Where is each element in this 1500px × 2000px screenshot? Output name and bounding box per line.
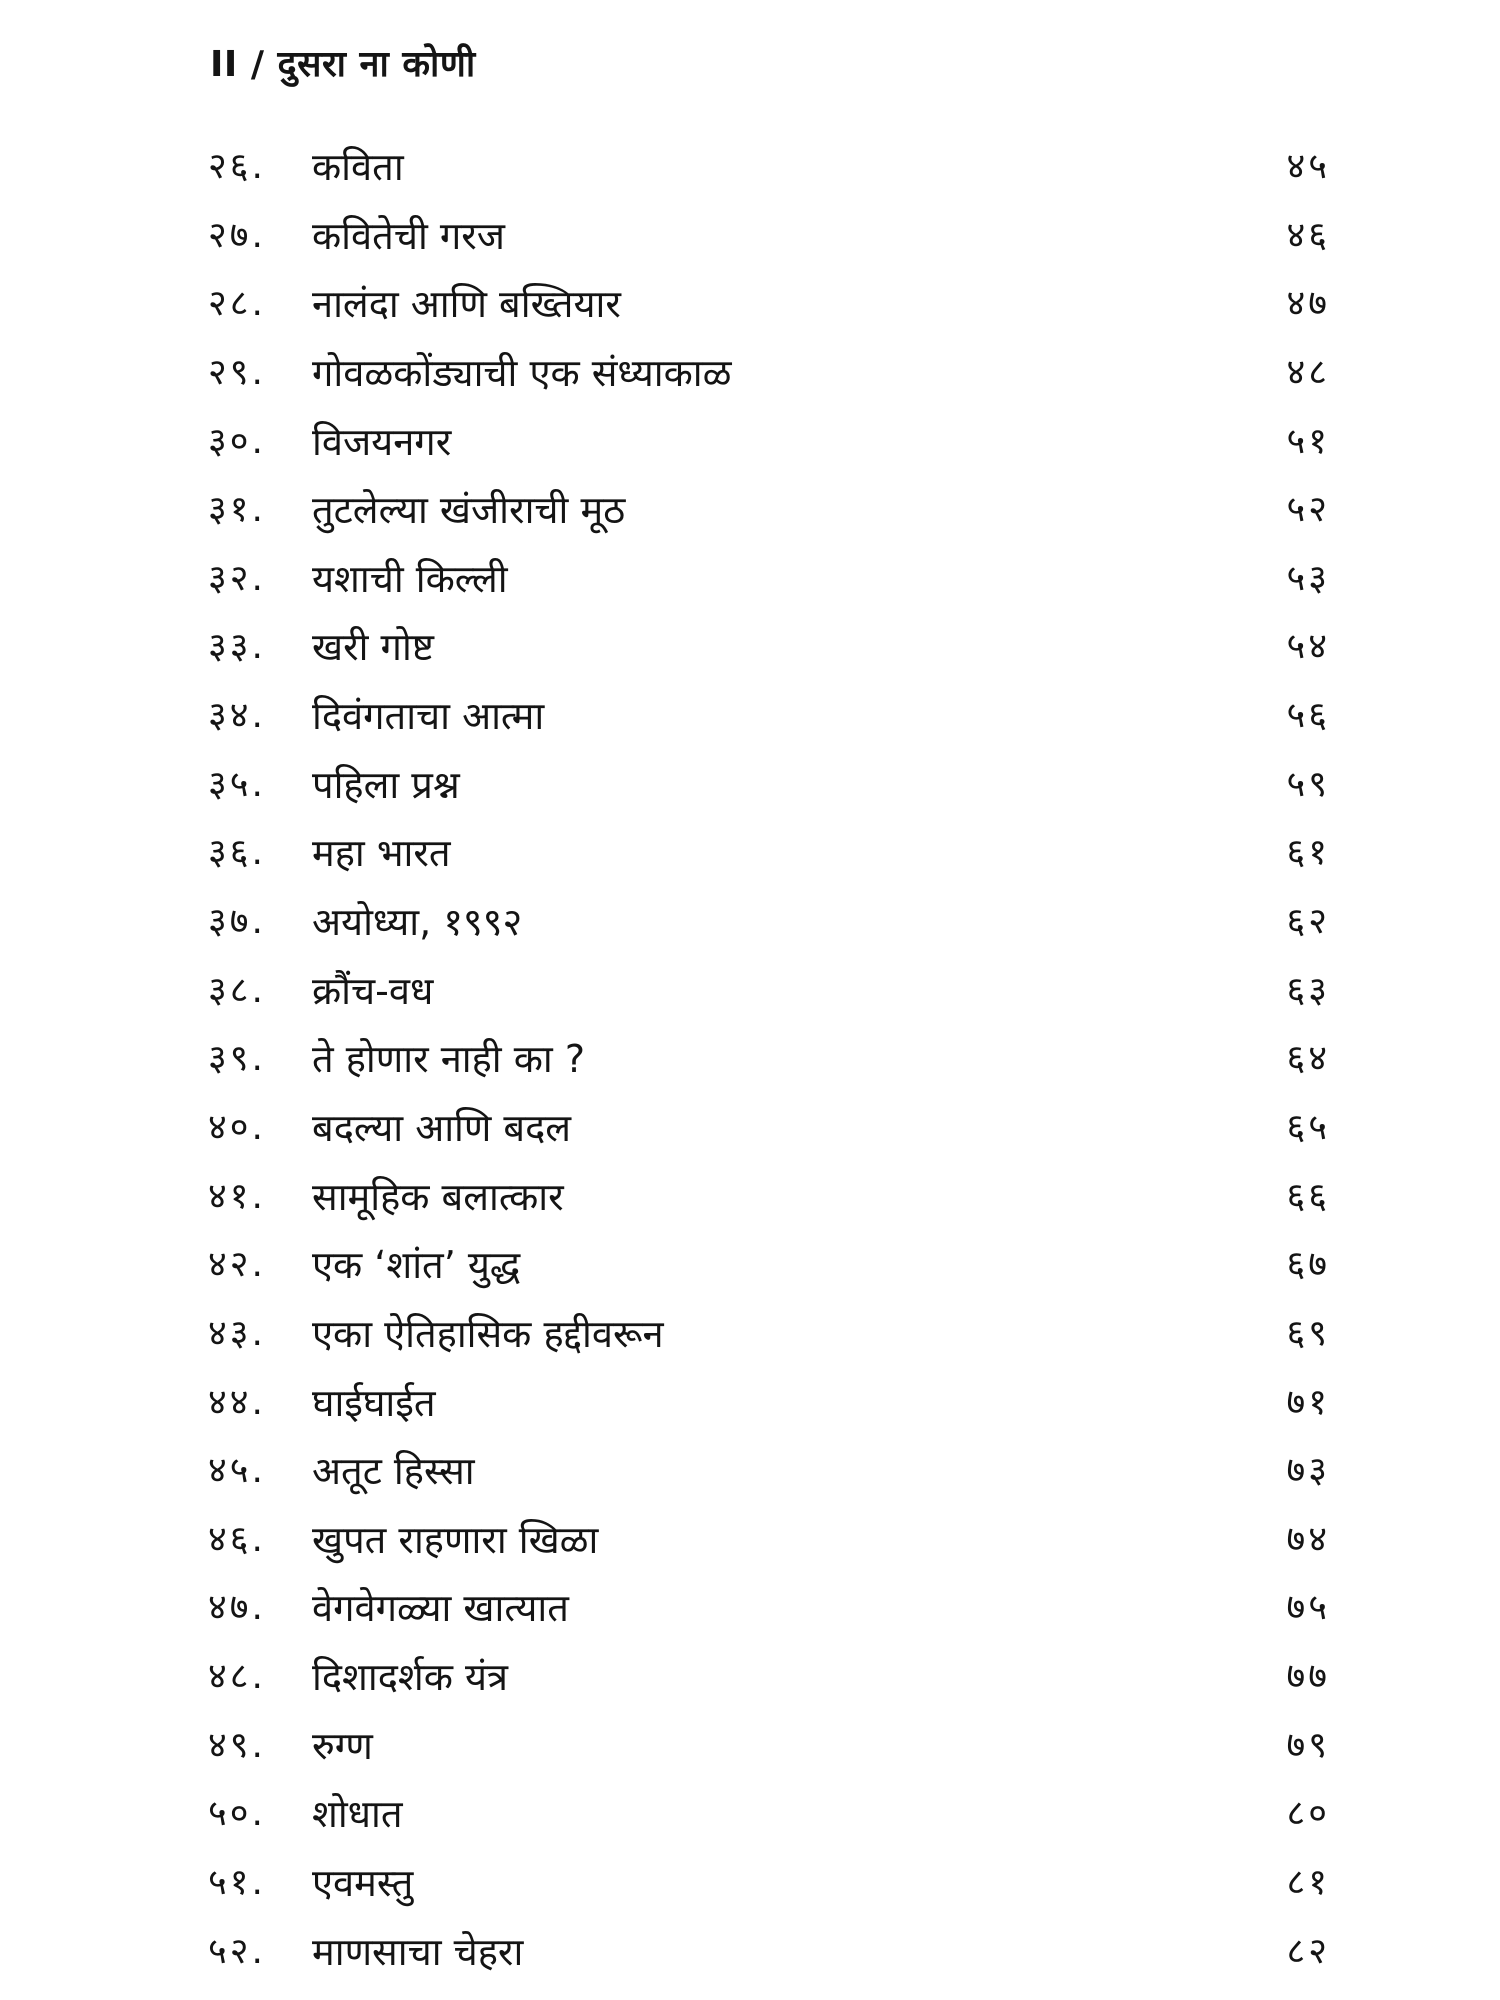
toc-entry-title: पहिला प्रश्न <box>312 762 460 807</box>
toc-entry <box>0 1852 1500 1921</box>
toc-entry <box>0 205 1500 274</box>
toc-entry-page: ५१ <box>1286 420 1330 462</box>
toc-entry <box>0 1028 1500 1097</box>
toc-entry <box>0 1372 1500 1441</box>
toc-entry-title: एका ऐतिहासिक हद्दीवरून <box>312 1311 664 1356</box>
toc-entry-number: २८. <box>208 283 266 325</box>
toc-entry-title: अतूट हिस्सा <box>312 1449 475 1494</box>
toc-entry-title: बदल्या आणि बदल <box>312 1105 572 1150</box>
toc-entry-page: ८१ <box>1286 1862 1330 1904</box>
toc-entry-title: दिशादर्शक यंत्र <box>312 1655 508 1700</box>
toc-entry-number: २९. <box>208 351 266 393</box>
toc-entry-number: ४५. <box>208 1450 266 1492</box>
toc-entry-page: ५६ <box>1286 695 1330 737</box>
toc-entry <box>0 411 1500 480</box>
toc-entry-title: घाईघाईत <box>312 1380 436 1425</box>
toc-entry-number: ३१. <box>208 489 266 531</box>
toc-entry-number: ३७. <box>208 901 266 943</box>
toc-entry-number: ४८. <box>208 1656 266 1698</box>
toc-entry-page: ६१ <box>1286 832 1330 874</box>
toc-entry-page: ५९ <box>1286 763 1330 805</box>
toc-entry-number: ५२. <box>208 1930 266 1972</box>
toc-entry-page: ५३ <box>1286 557 1330 599</box>
toc-entry-title: अयोध्या, १९९२ <box>312 900 523 945</box>
toc-entry-title: दिवंगताचा आत्मा <box>312 694 545 739</box>
toc-entry <box>0 1234 1500 1303</box>
toc-entry-page: ५४ <box>1286 626 1330 668</box>
toc-entry-page: ६४ <box>1286 1038 1330 1080</box>
toc-entry-page: ५२ <box>1286 489 1330 531</box>
toc-entry-page: ४५ <box>1286 146 1330 187</box>
toc-entry <box>0 1783 1500 1852</box>
toc-entry-title: महा भारत <box>312 831 451 876</box>
toc-entry-title: सामूहिक बलात्कार <box>312 1174 564 1219</box>
toc-entry-number: ४९. <box>208 1724 266 1766</box>
toc-entry <box>0 616 1500 685</box>
toc-entry-page: ४६ <box>1286 214 1330 256</box>
toc-entry-number: ३९. <box>208 1038 266 1080</box>
toc-entry <box>0 960 1500 1029</box>
toc-entry-page: ४८ <box>1286 351 1330 393</box>
toc-entry-number: ३०. <box>208 420 266 462</box>
toc-entry-title: वेगवेगळ्या खात्यात <box>312 1586 569 1631</box>
toc-entry <box>0 1577 1500 1646</box>
toc-entry-number: ४२. <box>208 1244 266 1286</box>
toc-entry <box>0 1166 1500 1235</box>
toc-entry-number: ४७. <box>208 1587 266 1629</box>
toc-entry-title: गोवळकोंड्याची एक संध्याकाळ <box>312 350 732 395</box>
toc-entry-page: ७७ <box>1286 1656 1330 1698</box>
toc-entry-page: ७९ <box>1286 1724 1330 1766</box>
toc-entry-page: ७५ <box>1286 1587 1330 1629</box>
toc-entry <box>0 1646 1500 1715</box>
toc-entry-page: ७३ <box>1286 1450 1330 1492</box>
toc-entry-page: ६६ <box>1286 1175 1330 1217</box>
toc-entry-number: ४३. <box>208 1312 266 1354</box>
toc-entry-number: ३८. <box>208 969 266 1011</box>
toc-entry-page: ६९ <box>1286 1312 1330 1354</box>
toc-entry <box>0 273 1500 342</box>
toc-entry <box>0 822 1500 891</box>
toc-entry <box>0 1097 1500 1166</box>
toc-entry-page: ६५ <box>1286 1106 1330 1148</box>
toc-entry-page: ६२ <box>1286 901 1330 943</box>
toc-entry-page: ७१ <box>1286 1381 1330 1423</box>
toc-entry <box>0 685 1500 754</box>
toc-entry-title: नालंदा आणि बख्तियार <box>312 282 621 327</box>
toc-entry-number: ५१. <box>208 1862 266 1904</box>
toc-entry-number: ४४. <box>208 1381 266 1423</box>
toc-entry-title: ते होणार नाही का ? <box>312 1037 586 1082</box>
toc-entry <box>0 1440 1500 1509</box>
toc-entry-page: ६३ <box>1286 969 1330 1011</box>
table-of-contents <box>0 136 1500 1989</box>
toc-entry-number: ३३. <box>208 626 266 668</box>
toc-entry-page: ७४ <box>1286 1518 1330 1560</box>
toc-entry <box>0 548 1500 617</box>
toc-entry <box>0 891 1500 960</box>
toc-entry-page: ८० <box>1286 1793 1330 1835</box>
toc-entry-title: एवमस्तु <box>312 1861 414 1906</box>
toc-entry-number: ४१. <box>208 1175 266 1217</box>
toc-entry <box>0 1509 1500 1578</box>
toc-entry <box>0 754 1500 823</box>
toc-entry-number: ३४. <box>208 695 266 737</box>
toc-entry-title: विजयनगर <box>312 419 452 464</box>
toc-entry-title: तुटलेल्या खंजीराची मूठ <box>312 488 626 533</box>
toc-entry-page: ६७ <box>1286 1244 1330 1286</box>
toc-entry-title: कवितेची गरज <box>312 213 505 258</box>
toc-entry-title: क्रौंच-वध <box>312 968 434 1013</box>
toc-entry-page: ४७ <box>1286 283 1330 325</box>
section-title: II / दुसरा ना कोणी <box>210 44 476 85</box>
toc-entry <box>0 1303 1500 1372</box>
toc-entry <box>0 1921 1500 1990</box>
toc-entry-title: शोधात <box>312 1792 403 1837</box>
toc-entry-title: यशाची किल्ली <box>312 556 508 601</box>
toc-entry-number: ४६. <box>208 1518 266 1560</box>
toc-entry-title: कविता <box>312 145 404 189</box>
toc-entry-number: २६. <box>208 146 266 187</box>
toc-entry-title: माणसाचा चेहरा <box>312 1929 524 1974</box>
toc-entry-page: ८२ <box>1286 1930 1330 1972</box>
toc-entry-number: ४०. <box>208 1106 266 1148</box>
toc-entry <box>0 136 1500 205</box>
toc-entry-number: ५०. <box>208 1793 266 1835</box>
toc-entry-title: खुपत राहणारा खिळा <box>312 1517 599 1562</box>
toc-entry-number: ३६. <box>208 832 266 874</box>
toc-entry <box>0 1715 1500 1784</box>
toc-entry <box>0 342 1500 411</box>
toc-entry-title: खरी गोष्ट <box>312 625 434 670</box>
toc-entry-title: रुग्ण <box>312 1723 373 1768</box>
toc-entry <box>0 479 1500 548</box>
toc-entry-title: एक ‘शांत’ युद्ध <box>312 1243 521 1288</box>
toc-entry-number: ३५. <box>208 763 266 805</box>
toc-entry-number: ३२. <box>208 557 266 599</box>
toc-entry-number: २७. <box>208 214 266 256</box>
